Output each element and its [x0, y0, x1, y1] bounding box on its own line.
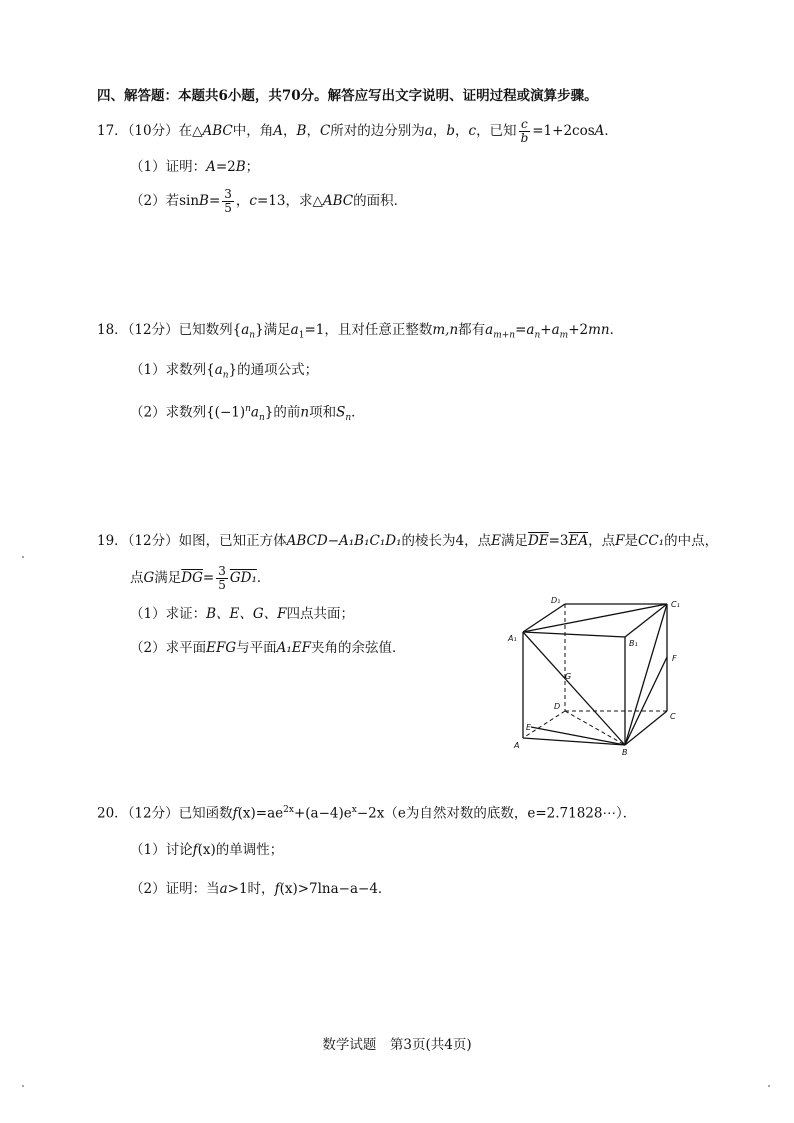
q19-text: ．: [256, 570, 271, 586]
q17-var: b: [446, 123, 455, 139]
q20-superscript: x: [351, 805, 357, 815]
q20-text: 已知函数: [178, 805, 233, 822]
q17-text: ，: [432, 123, 447, 139]
fraction-denominator: 5: [224, 201, 232, 215]
q17-var: B: [296, 123, 307, 139]
q17-part2: [130, 188, 407, 215]
q18-subscript: n: [249, 330, 256, 341]
q19-text: 夹角的余弦值．: [311, 640, 406, 656]
q17-triangle: ABC: [322, 193, 354, 209]
q20-text: (x)的单调性；: [197, 842, 284, 858]
q17-text: ，: [283, 123, 297, 139]
q18-var: m,n: [432, 322, 459, 338]
label-F: F: [672, 654, 677, 663]
q19-points: （12分）: [127, 533, 179, 549]
q17-text: 所对的边分别为: [330, 123, 425, 139]
q19-stem-line2: [130, 565, 270, 592]
q19-number: 19．: [97, 533, 128, 549]
q18-var: a: [551, 322, 560, 338]
q19-text: 的中点，: [664, 533, 719, 549]
part-label: （1）求数列{: [130, 362, 215, 378]
q17-text: ．: [604, 123, 618, 139]
q17-var: B: [235, 159, 246, 175]
part-label: （2）求平面: [130, 640, 207, 656]
q20-var: f: [232, 805, 238, 822]
q20-part1: [130, 840, 283, 860]
q18-var: a: [485, 322, 494, 338]
q17-var: c: [249, 193, 257, 209]
cube-figure: [505, 595, 695, 760]
label-B: B: [622, 748, 628, 757]
q17-text: ；: [245, 159, 260, 175]
q19-text: ，点: [588, 533, 616, 549]
q19-text: 的棱长为4，点: [401, 533, 492, 549]
q19-var: E: [491, 533, 501, 549]
q17-text: ，: [306, 123, 320, 139]
scan-speck: [768, 1085, 770, 1087]
q17-var: B: [199, 193, 209, 209]
q19-var: A₁EF: [276, 640, 311, 656]
q20-text: >1时，: [227, 881, 275, 897]
q18-text: ．: [351, 404, 365, 421]
q18-text: +: [540, 322, 552, 338]
q17-var: a: [424, 123, 433, 139]
q19-text: =: [202, 570, 215, 586]
section-heading: 四、解答题：本题共6小题，共70分。解答应写出文字说明、证明过程或演算步骤。: [97, 88, 598, 104]
q18-subscript: n: [534, 330, 541, 341]
q20-text: ae: [267, 805, 284, 822]
q18-var: mn: [588, 322, 610, 338]
scan-speck: [22, 556, 24, 558]
q18-text: 都有: [458, 322, 486, 338]
fraction-denominator: 5: [218, 578, 226, 592]
part-label: （2）若sin: [130, 193, 200, 209]
q17-var: A: [206, 159, 216, 175]
q18-var: n: [300, 404, 310, 421]
label-D: D: [554, 702, 561, 711]
q19-var: B、E、G、F: [206, 606, 287, 622]
q19-cube: ABCD−A₁B₁C₁D₁: [286, 533, 402, 549]
q18-text: =: [515, 322, 527, 338]
q17-var: A: [273, 123, 284, 139]
q18-var: a: [290, 322, 299, 338]
q17-text: =1+2cos: [532, 123, 595, 139]
label-A1: A₁: [508, 634, 517, 643]
q18-subscript: m+n: [493, 330, 516, 341]
q18-part1: [130, 360, 318, 386]
q17-var: C: [319, 123, 331, 139]
q17-text: 的面积．: [353, 193, 408, 209]
edge-BF: [625, 657, 667, 745]
q17-fraction: [222, 188, 234, 215]
q18-var: a: [241, 322, 250, 338]
q18-subscript: n: [258, 413, 265, 424]
label-D1: D₁: [551, 596, 561, 605]
q17-var: c: [468, 123, 477, 139]
q18-part2: [130, 399, 365, 428]
q18-var: a: [214, 362, 223, 378]
q20-number: 20．: [97, 805, 128, 822]
q18-text: ．: [609, 322, 624, 338]
q17-var: A: [594, 123, 605, 139]
q18-subscript: n: [345, 413, 352, 424]
part-label: （1）求证：: [130, 606, 207, 622]
q20-var: f: [192, 842, 198, 858]
q18-var: a: [250, 404, 259, 421]
q19-part1: [130, 604, 354, 624]
q18-var: S: [336, 404, 346, 421]
q18-text: 已知数列{: [178, 322, 242, 338]
q18-text: }满足: [255, 322, 291, 338]
q19-text: 如图，已知正方体: [178, 533, 287, 549]
q19-text: 满足: [154, 570, 182, 586]
q17-stem: [97, 118, 618, 145]
edge-BC1: [625, 604, 667, 745]
part-label: （1）证明：: [130, 159, 207, 175]
q17-text: =: [208, 193, 221, 209]
q17-text: ，已知: [476, 123, 517, 139]
q20-text: +(a−4)e: [293, 805, 352, 822]
part-label: （2）证明：当: [130, 881, 220, 897]
q19-vector: GD₁: [229, 570, 257, 586]
q19-text: 点: [130, 570, 144, 586]
q17-part1: [130, 157, 259, 177]
edge-BC: [625, 711, 667, 745]
q17-text: ，: [235, 193, 250, 209]
q20-var: f: [274, 881, 280, 897]
scan-speck: [22, 1085, 24, 1087]
q18-text: 项和: [309, 404, 337, 421]
q19-vector: $\overline{DE}$: [527, 533, 549, 549]
q18-text: }的前: [264, 404, 301, 421]
edge-B1C1: [625, 604, 667, 637]
label-B1: B₁: [629, 639, 638, 648]
q19-text: =3: [548, 533, 569, 549]
q19-fraction: [216, 565, 228, 592]
q18-subscript: 1: [298, 330, 305, 341]
fraction-numerator: 3: [218, 564, 226, 578]
q18-text: }的通项公式；: [228, 362, 319, 378]
q19-text: 四点共面；: [286, 606, 355, 622]
q20-superscript: 2x: [283, 805, 294, 815]
q18-var: a: [526, 322, 535, 338]
q19-vector: $\overline{EA}$: [568, 533, 589, 549]
q20-text: −2x（e为自然对数的底数，e=2.71828⋯）．: [356, 805, 637, 822]
q17-fraction: [519, 118, 531, 145]
q17-text: ，: [455, 123, 469, 139]
q18-points: （12分）: [127, 322, 179, 338]
q17-text: =2: [215, 159, 236, 175]
q17-triangle: ABC: [202, 123, 233, 139]
part-label: （2）求数列{(−1): [130, 404, 246, 421]
fraction-numerator: 3: [224, 187, 232, 201]
q20-text: (x)=: [237, 805, 268, 822]
q19-var: G: [143, 570, 155, 586]
q17-text: =13，求△: [256, 193, 323, 209]
q19-vector: $\overline{DG}$: [181, 570, 203, 586]
q20-stem: [97, 800, 636, 824]
q19-var: F: [615, 533, 625, 549]
q18-text: +2: [568, 322, 589, 338]
q19-text: 与平面: [236, 640, 277, 656]
q18-stem: [97, 320, 623, 346]
fraction-denominator: b: [520, 131, 529, 145]
q19-text: 满足: [500, 533, 528, 549]
q18-number: 18．: [97, 322, 128, 338]
q18-superscript: n: [245, 404, 251, 414]
q20-text: (x)>7lna−a−4．: [279, 881, 392, 897]
q20-var: a: [219, 881, 228, 897]
q19-var: CC₁: [638, 533, 665, 549]
label-G: G: [565, 672, 572, 681]
q17-points: （10分）: [127, 123, 179, 139]
fraction-numerator: c: [521, 117, 528, 131]
q19-text: 是: [624, 533, 639, 549]
label-E: E: [526, 723, 532, 732]
q18-subscript: n: [222, 370, 229, 381]
q17-text: 在△: [178, 123, 203, 139]
edge-A1B1: [523, 632, 625, 637]
q18-subscript: m: [559, 330, 569, 341]
q17-number: 17．: [97, 123, 128, 139]
q18-text: =1，且对任意正整数: [304, 322, 433, 338]
label-C: C: [670, 712, 676, 721]
q19-part2: [130, 638, 406, 658]
q19-var: EFG: [206, 640, 237, 656]
part-label: （1）讨论: [130, 842, 193, 858]
label-A: A: [514, 741, 520, 750]
q20-part2: [130, 879, 391, 899]
q19-stem: [97, 531, 718, 551]
label-C1: C₁: [671, 600, 680, 609]
q17-text: 中，角: [232, 123, 274, 139]
q20-points: （12分）: [127, 805, 179, 822]
page-footer: 数学试题 第3页(共4页): [322, 1037, 472, 1053]
